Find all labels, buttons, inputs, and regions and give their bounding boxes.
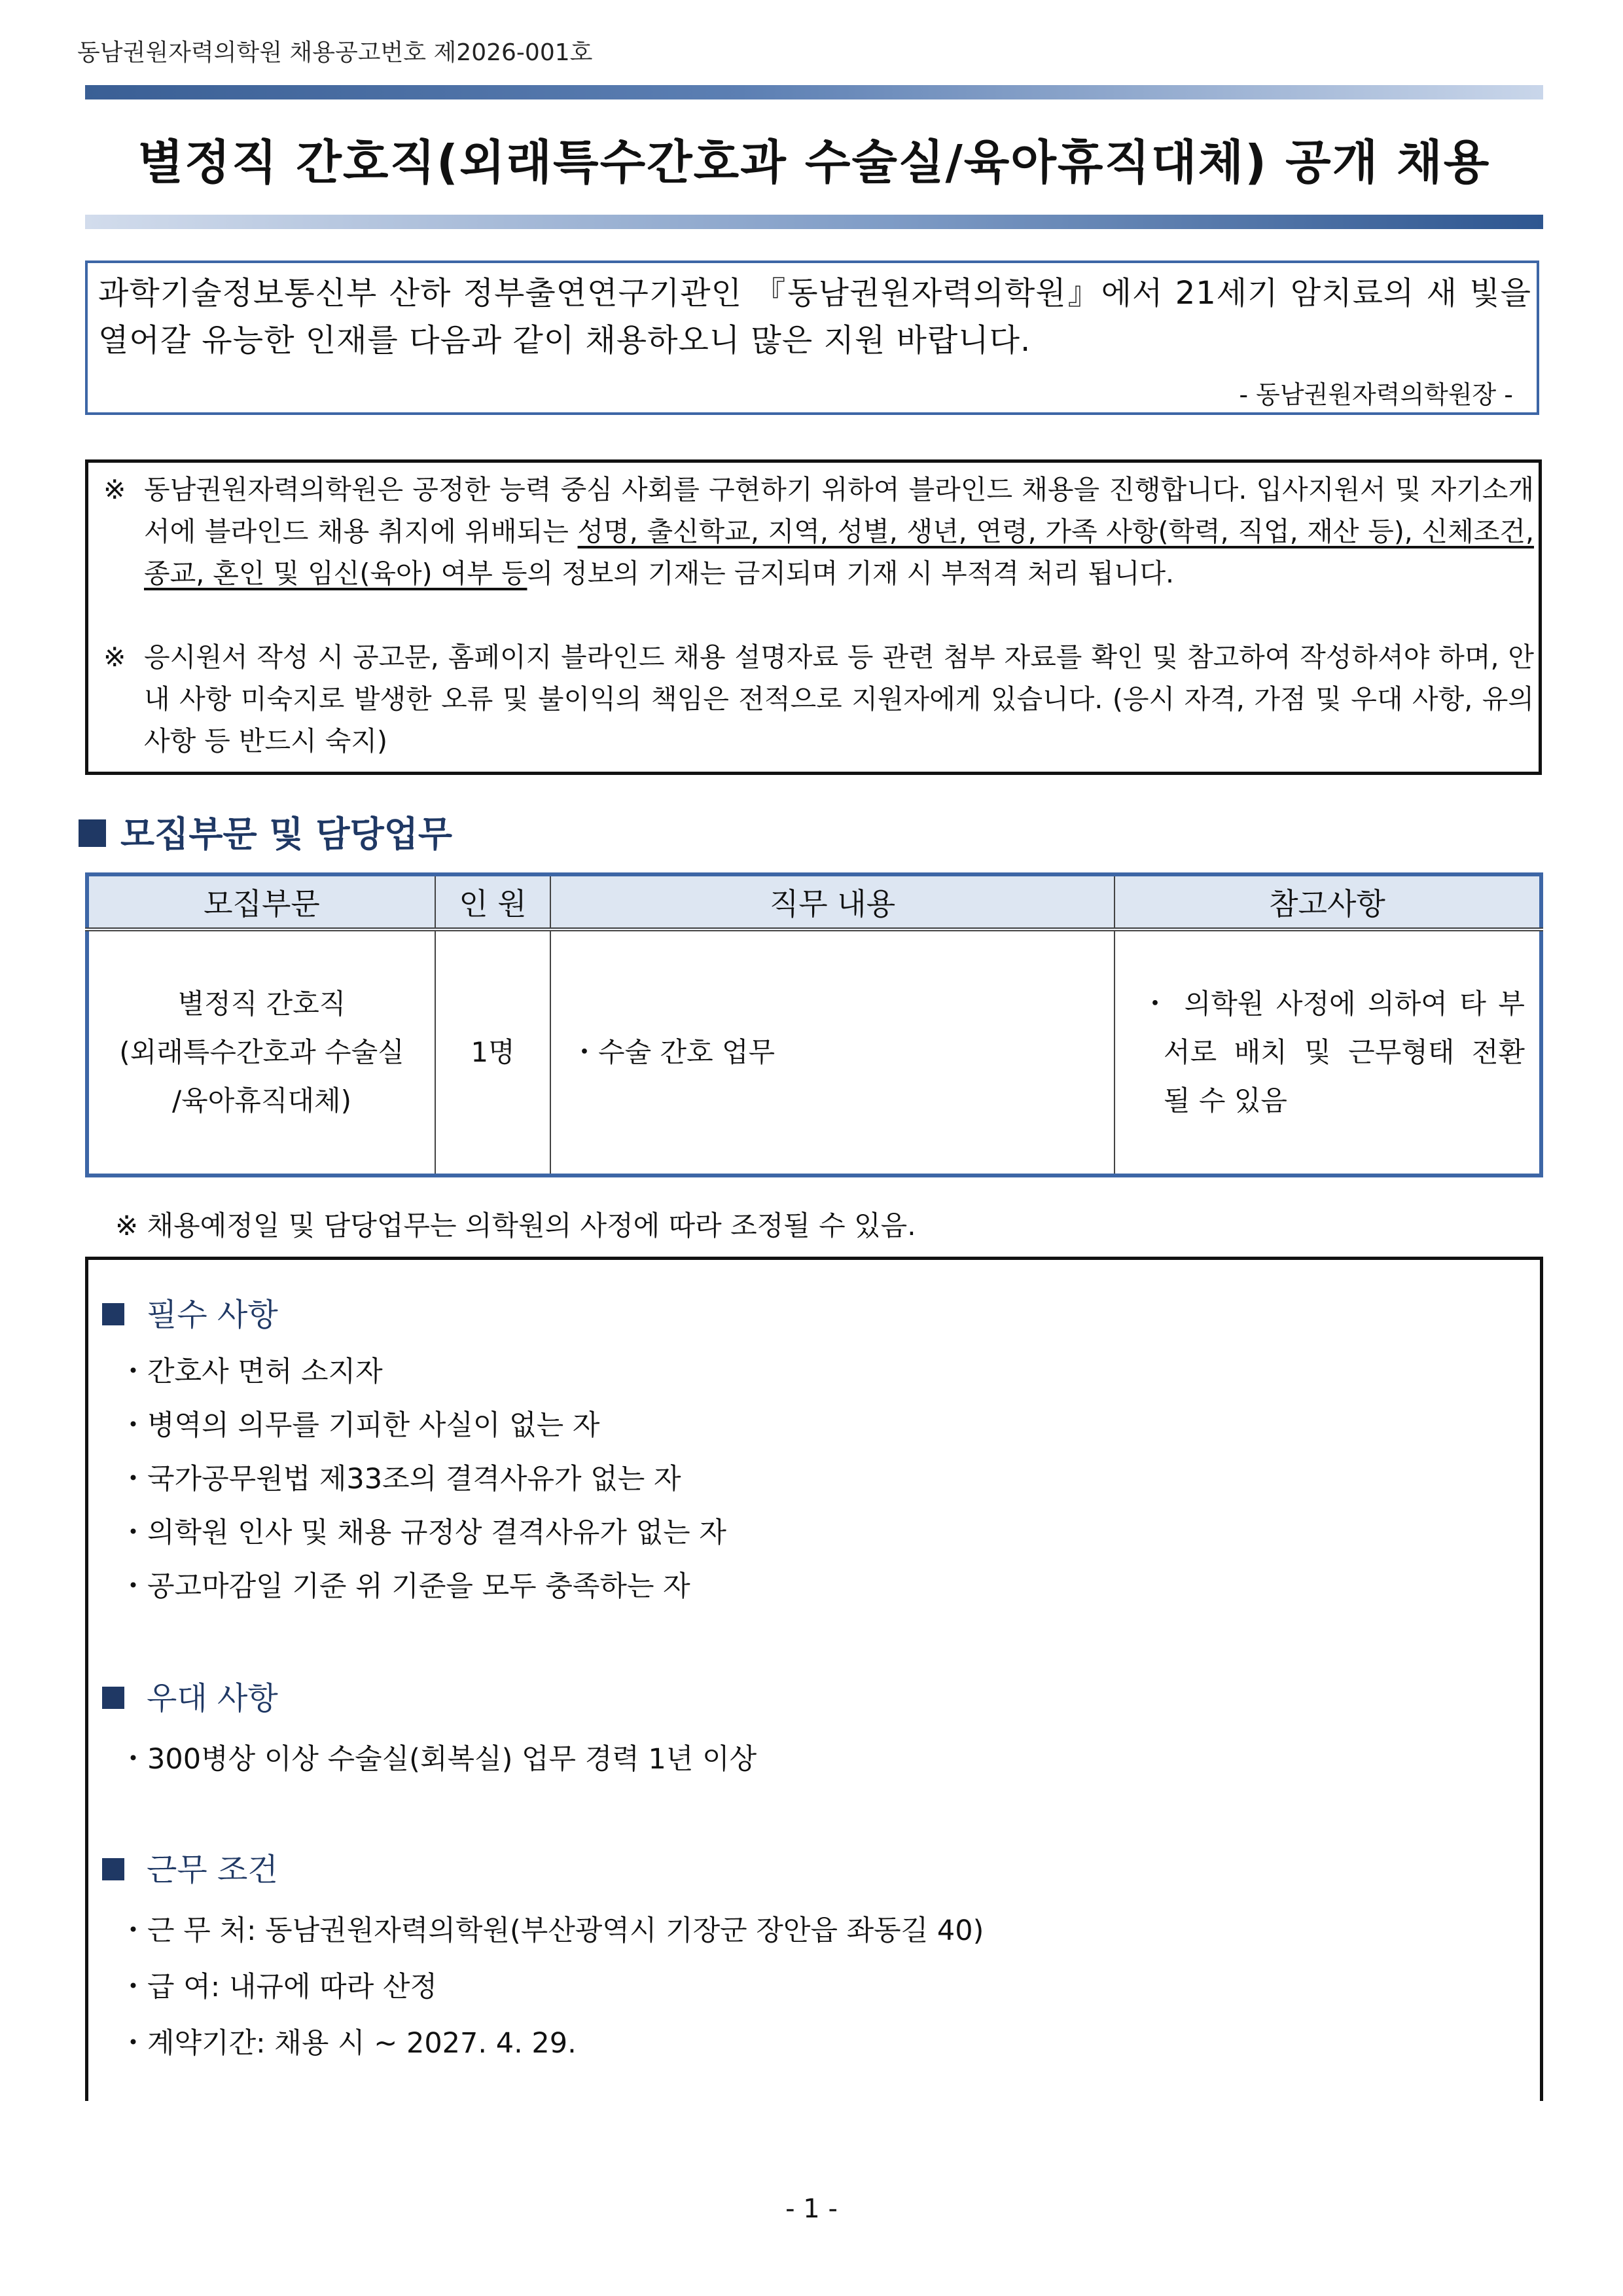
intro-signature: - 동남권원자력의학원장 - xyxy=(1239,380,1513,409)
division-line: (외래특수간호과 수술실 xyxy=(119,1036,404,1068)
recruit-section-title-text: 모집부문 및 담당업무 xyxy=(120,814,453,855)
list-item: ・계약기간: 채용 시 ~ 2027. 4. 29. xyxy=(119,2027,577,2060)
cell-duty: ・수술 간호 업무 xyxy=(550,929,1115,1175)
list-item: ・급 여: 내규에 따라 산정 xyxy=(119,1971,438,2003)
col-header-reference: 참고사항 xyxy=(1115,874,1541,929)
square-bullet-icon xyxy=(102,1303,124,1325)
page-number: - 1 - xyxy=(785,2194,838,2224)
cell-division xyxy=(87,929,435,1175)
square-bullet-icon xyxy=(102,1858,124,1880)
list-item: ・간호사 면허 소지자 xyxy=(119,1355,383,1388)
schedule-footnote: ※ 채용예정일 및 담당업무는 의학원의 사정에 따라 조정될 수 있음. xyxy=(115,1210,916,1242)
recruit-section-title xyxy=(79,806,452,857)
notice-item-blind-text-end: 의 정보의 기재는 금지되며 기재 시 부적격 처리 됩니다. xyxy=(527,558,1175,589)
square-bullet-icon xyxy=(102,1687,124,1709)
notice-mark: ※ xyxy=(103,474,126,505)
table-row xyxy=(87,929,1541,1175)
page-title: 별정직 간호직(외래특수간호과 수술실/육아휴직대체) 공개 채용 xyxy=(137,135,1491,190)
requirements-title-text: 필수 사항 xyxy=(147,1297,278,1333)
reference-text: ・ 의학원 사정에 의하여 타 부서로 배치 및 근무형태 전환 될 수 있음 xyxy=(1141,988,1525,1117)
notice-item-blind xyxy=(103,469,1534,594)
title-bottom-band xyxy=(85,215,1543,229)
notice-item-blind-prohibited: 성명, 출신학교, 지역, 성별, 생년, 연령, 가족 사항(학력, 직업, 재산 등), 신체조건, 종교, 혼인 및 임신(육아) 여부 등 xyxy=(144,516,1534,589)
list-item: ・의학원 인사 및 채용 규정상 결격사유가 없는 자 xyxy=(119,1516,726,1549)
recruit-table xyxy=(85,872,1543,1177)
announcement-number: 동남권원자력의학원 채용공고번호 제2026-001호 xyxy=(77,39,593,66)
notice-item-application xyxy=(103,636,1534,762)
col-header-count: 인 원 xyxy=(435,874,550,929)
list-item: ・병역의 의무를 기피한 사실이 없는 자 xyxy=(119,1409,600,1442)
requirements-title xyxy=(102,1289,278,1335)
notice-mark: ※ xyxy=(103,641,126,673)
list-item: ・국가공무원법 제33조의 결격사유가 없는 자 xyxy=(119,1463,681,1496)
title-top-band xyxy=(85,85,1543,99)
list-item: ・근 무 처: 동남권원자력의학원(부산광역시 기장군 장안읍 좌동길 40) xyxy=(119,1914,984,1947)
cell-reference xyxy=(1115,929,1541,1175)
col-header-duty: 직무 내용 xyxy=(550,874,1115,929)
col-header-division: 모집부문 xyxy=(87,874,435,929)
list-item: ・300병상 이상 수술실(회복실) 업무 경력 1년 이상 xyxy=(119,1743,757,1776)
preferences-title-text: 우대 사항 xyxy=(147,1680,278,1717)
intro-text: 과학기술정보통신부 산하 정부출연연구기관인 『동남권원자력의학원』에서 21세기 암치료의 새 빛을 열어갈 유능한 인재를 다음과 같이 채용하오니 많은 지원 바랍니다. xyxy=(98,275,1531,359)
division-line: /육아휴직대체) xyxy=(172,1085,351,1117)
cell-count: 1명 xyxy=(435,929,550,1175)
table-header-row xyxy=(87,874,1541,929)
square-bullet-icon xyxy=(79,819,106,847)
conditions-title-text: 근무 조건 xyxy=(147,1852,278,1888)
notice-item-application-text: 응시원서 작성 시 공고문, 홈페이지 블라인드 채용 설명자료 등 관련 첨부 자료를 확인 및 참고하여 작성하셔야 하며, 안내 사항 미숙지로 발생한 오류 및 불이익의 책임은 전적으로 지원자에게 있습니다. (응시 자격, 가점 및 우대 사항, 유의 사항 등 반드시 숙지) xyxy=(144,641,1534,757)
list-item: ・공고마감일 기준 위 기준을 모두 충족하는 자 xyxy=(119,1570,690,1603)
preferences-title xyxy=(102,1673,278,1718)
conditions-title xyxy=(102,1844,278,1890)
division-line: 별정직 간호직 xyxy=(177,988,346,1020)
notice-item-blind-text: 동남권원자력의학원은 공정한 능력 중심 사회를 구현하기 위하여 블라인드 채용을 진행합니다. 입사지원서 및 자기소개서에 블라인드 채용 취지에 위배되는 xyxy=(144,474,1534,547)
